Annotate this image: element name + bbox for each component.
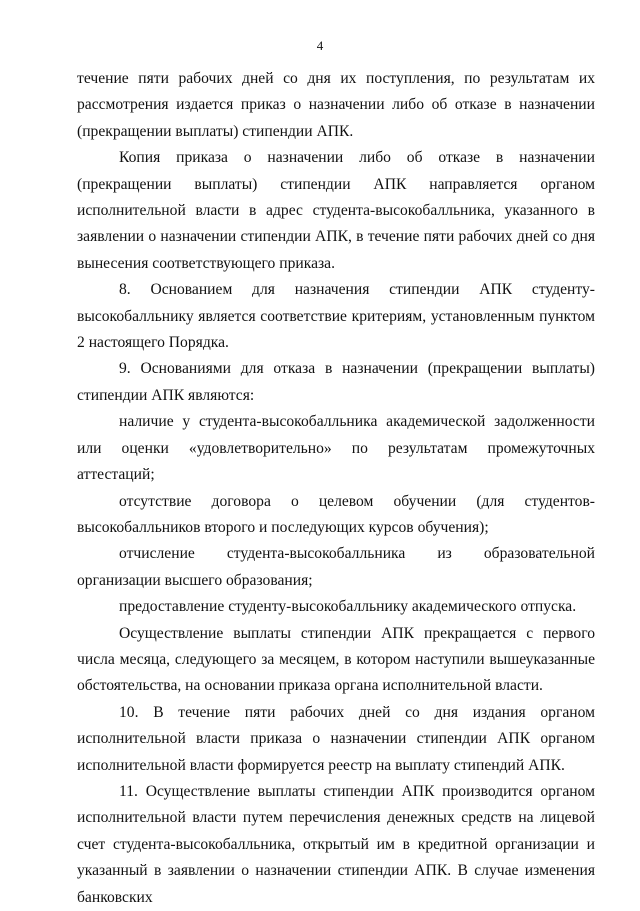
document-body — [77, 66, 595, 911]
paragraph-reason-expulsion: отчисление студента-высокобалльника из образовательной организации высшего образования; — [77, 545, 595, 589]
paragraph-continuation: течение пяти рабочих дней со дня их поступления, по результатам их рассмотрения издается приказ о назначении либо об отказе в назначении (прекращении выплаты) стипендии АПК. — [77, 70, 595, 140]
page-number: 4 — [316, 38, 324, 53]
paragraph-item-8: 8. Основанием для назначения стипендии АПК студенту-высокобалльнику является соответствие критериям, установленным пунктом 2 настоящего Порядка. — [77, 281, 595, 352]
paragraph-order-copy: Копия приказа о назначении либо об отказе в назначении (прекращении выплаты) стипендии АПК направляется органом исполнительной власти в адрес студента-высокобалльника, указанного в заявлении о назначении стипендии АПК, в течение пяти рабочих дней со дня вынесения соответствующего приказа. — [77, 149, 595, 272]
paragraph-item-9: 9. Основаниями для отказа в назначении (прекращении выплаты) стипендии АПК являются: — [77, 360, 595, 404]
paragraph-termination: Осуществление выплаты стипендии АПК прекращается с первого числа месяца, следующего за месяцем, в котором наступили вышеуказанные обстоятельства, на основании приказа органа исполнительной власти. — [77, 624, 595, 695]
paragraph-reason-debt: наличие у студента-высокобалльника академической задолженности или оценки «удовлетворительно» по результатам промежуточных аттестаций; — [77, 413, 595, 484]
paragraph-reason-leave: предоставление студенту-высокобалльнику академического отпуска. — [119, 598, 577, 616]
paragraph-reason-no-contract: отсутствие договора о целевом обучении (для студентов-высокобалльников второго и последующих курсов обучения); — [77, 492, 595, 536]
paragraph-item-11: 11. Осуществление выплаты стипендии АПК производится органом исполнительной власти путем перечисления денежных средств на лицевой счет студента-высокобалльника, открытый им в кредитной организации и указанный в заявлении о назначении стипендии АПК. В случае изменения банковских — [77, 782, 595, 906]
paragraph-item-10: 10. В течение пяти рабочих дней со дня издания органом исполнительной власти приказа о назначении стипендии АПК органом исполнительной власти формируется реестр на выплату стипендий АПК. — [77, 703, 595, 774]
